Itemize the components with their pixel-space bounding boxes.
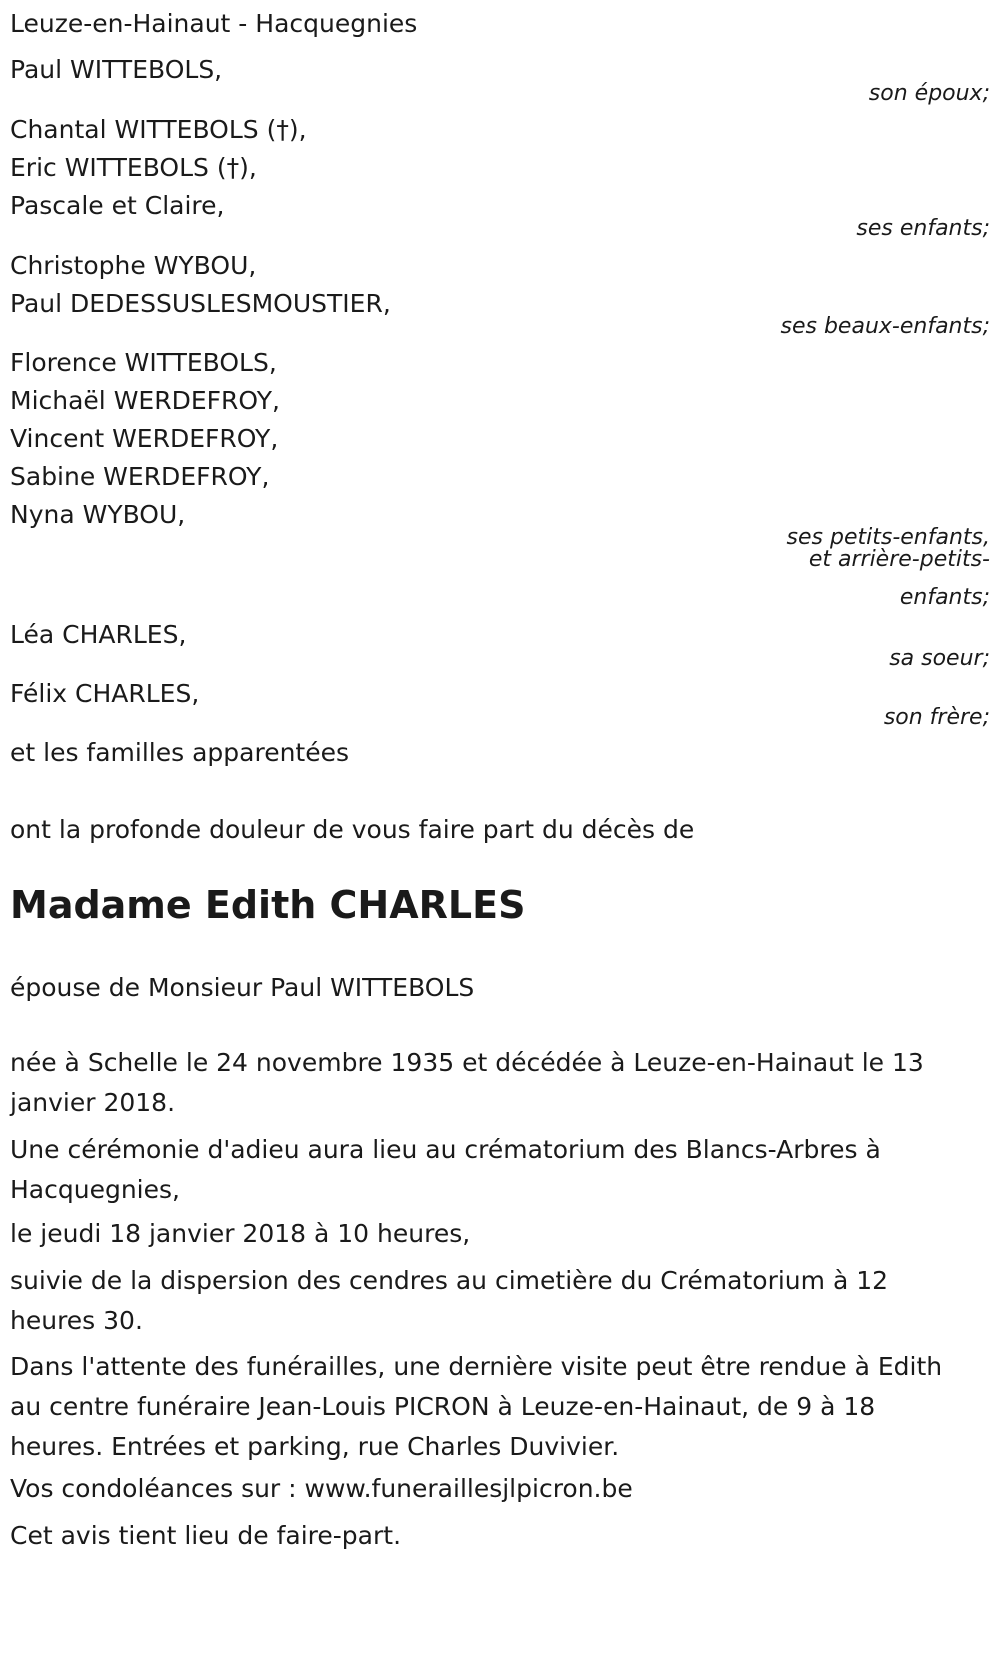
grandchildren-relation-line: enfants;: [899, 585, 990, 610]
spouse-name: Paul WITTEBOLS,: [10, 55, 223, 84]
grandchild-name: Florence WITTEBOLS,: [10, 348, 277, 377]
sister-name: Léa CHARLES,: [10, 620, 187, 649]
condolences-paragraph: Vos condoléances sur : www.funeraillesjlpicron.be: [10, 1474, 633, 1503]
brother-relation: son frère;: [883, 705, 990, 730]
child-name: Pascale et Claire,: [10, 191, 225, 220]
spouse-of-line: épouse de Monsieur Paul WITTEBOLS: [10, 973, 475, 1002]
ceremony-paragraph: Une cérémonie d'adieu aura lieu au crématorium des Blancs-Arbres à Hacquegnies,: [10, 1135, 881, 1204]
in-laws-relation: ses beaux-enfants;: [780, 314, 990, 339]
deceased-name: Madame Edith CHARLES: [10, 883, 526, 927]
visit-paragraph: Dans l'attente des funérailles, une dernière visite peut être rendue à Edith au centre funéraire Jean-Louis PICRON à Leuze-en-Hainaut, de 9 à 18 heures. Entrées et parking, rue Charles Duvivier.: [10, 1352, 943, 1461]
children-relation: ses enfants;: [856, 216, 990, 241]
location-header: Leuze-en-Hainaut - Hacquegnies: [10, 9, 418, 38]
spouse-relation: son époux;: [868, 81, 990, 106]
child-name: Eric WITTEBOLS (†),: [10, 153, 257, 182]
grandchild-name: Sabine WERDEFROY,: [10, 462, 270, 491]
grandchildren-relation-line: ses petits-enfants,: [786, 525, 990, 550]
grandchildren-relation-line: et arrière-petits-: [808, 547, 990, 572]
birth-death-paragraph: née à Schelle le 24 novembre 1935 et décédée à Leuze-en-Hainaut le 13 janvier 2018.: [10, 1048, 924, 1117]
notice-paragraph: Cet avis tient lieu de faire-part.: [10, 1521, 402, 1550]
related-families: et les familles apparentées: [10, 738, 350, 767]
ashes-paragraph: suivie de la dispersion des cendres au cimetière du Crématorium à 12 heures 30.: [10, 1266, 889, 1335]
announcement-text: ont la profonde douleur de vous faire part du décès de: [10, 815, 695, 844]
grandchild-name: Nyna WYBOU,: [10, 500, 186, 529]
grandchild-name: Michaël WERDEFROY,: [10, 386, 280, 415]
brother-name: Félix CHARLES,: [10, 679, 200, 708]
in-law-name: Paul DEDESSUSLESMOUSTIER,: [10, 289, 391, 318]
in-law-name: Christophe WYBOU,: [10, 251, 257, 280]
sister-relation: sa soeur;: [889, 646, 990, 671]
child-name: Chantal WITTEBOLS (†),: [10, 115, 307, 144]
ceremony-date-paragraph: le jeudi 18 janvier 2018 à 10 heures,: [10, 1219, 471, 1248]
grandchild-name: Vincent WERDEFROY,: [10, 424, 279, 453]
